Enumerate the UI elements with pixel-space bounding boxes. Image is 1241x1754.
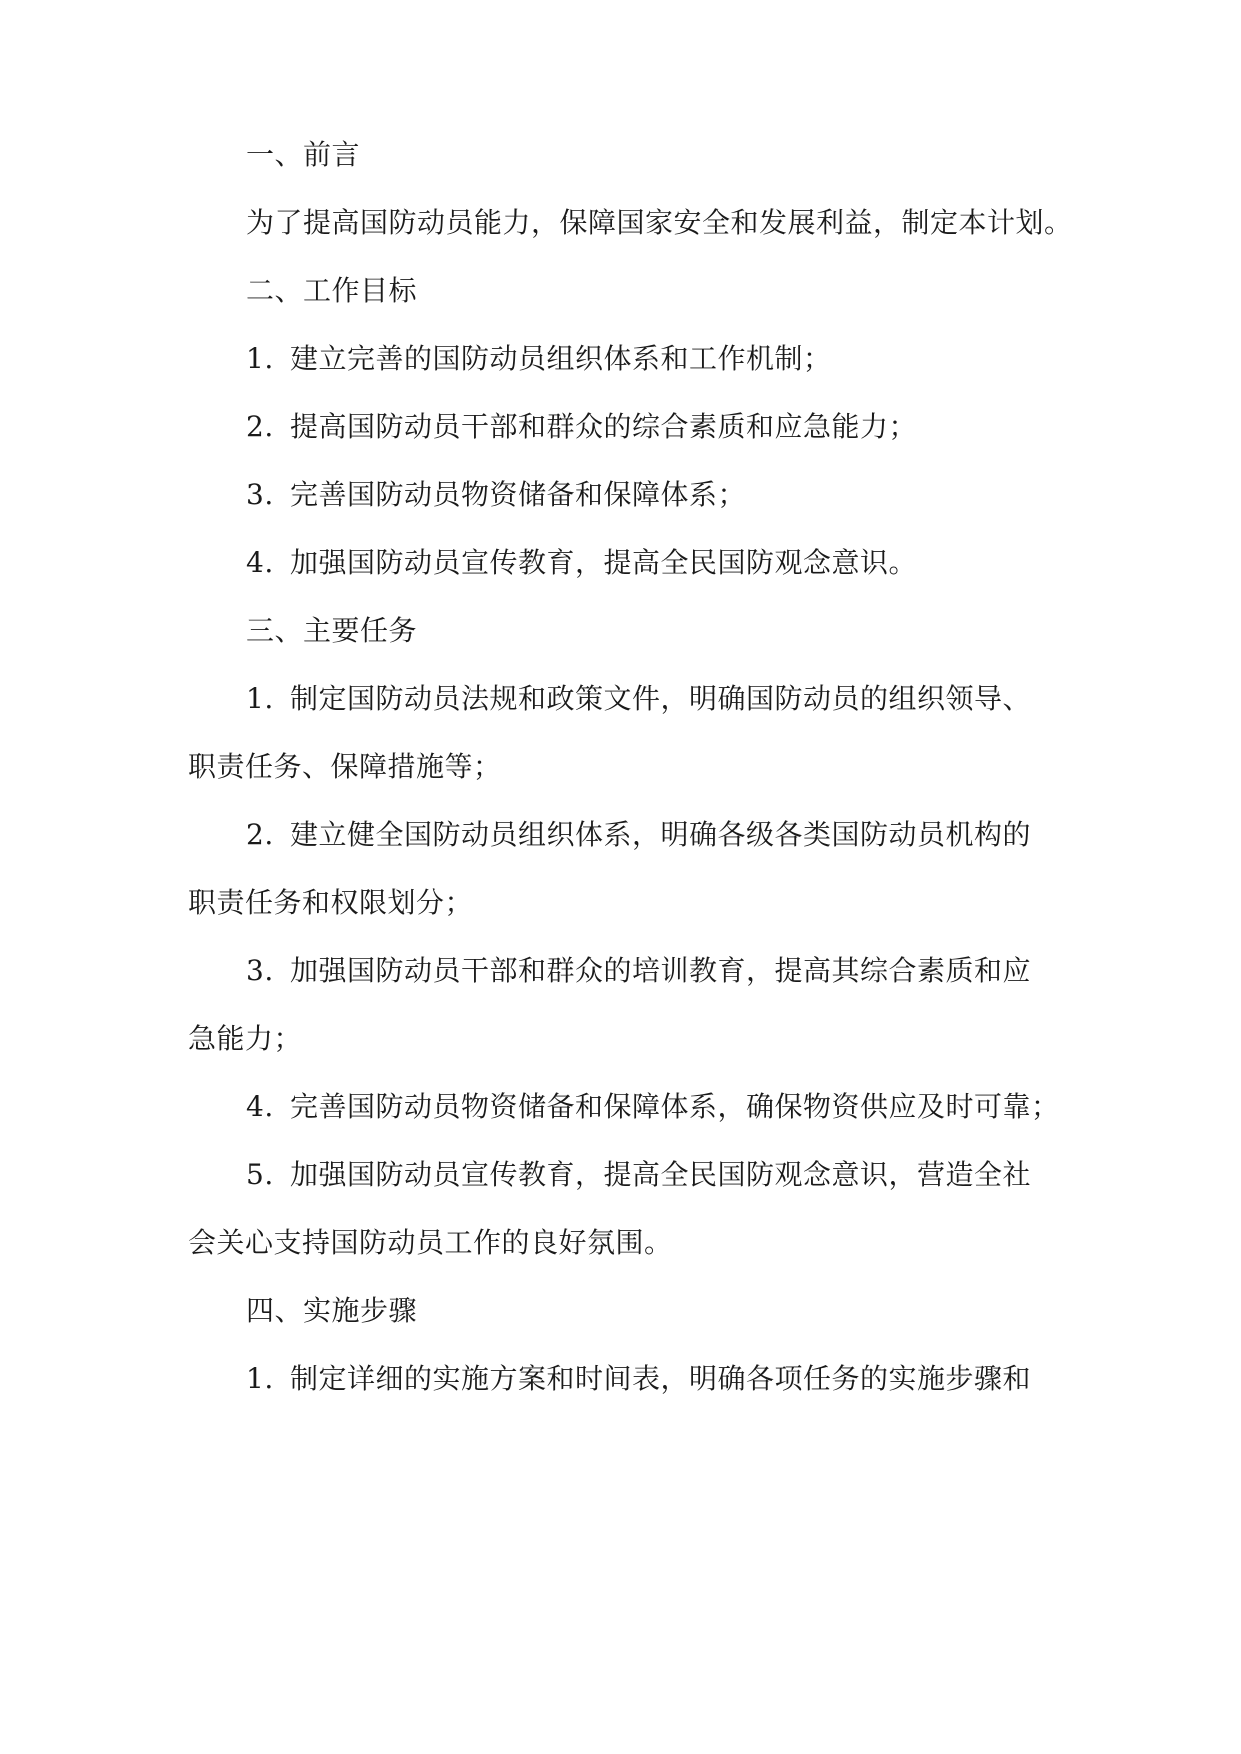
task-item-line2: 会关心支持国防动员工作的良好氛围。 [188, 1226, 673, 1259]
goal-number: 2. [246, 410, 274, 443]
preface-paragraph: 为了提高国防动员能力，保障国家安全和发展利益，制定本计划。 [246, 206, 1073, 239]
task-number: 3. [246, 954, 274, 987]
step-text: 制定详细的实施方案和时间表，明确各项任务的实施步骤和 [290, 1362, 1032, 1395]
section-heading-tasks: 三、主要任务 [246, 614, 418, 647]
task-item-line2: 急能力； [188, 1022, 303, 1055]
task-item-line1 [246, 679, 1068, 719]
task-text: 制定国防动员法规和政策文件，明确国防动员的组织领导、 [290, 682, 1032, 715]
goal-number: 1. [246, 342, 274, 375]
task-item-line1 [246, 1155, 1068, 1195]
goal-text: 加强国防动员宣传教育，提高全民国防观念意识。 [290, 546, 918, 579]
task-item-line1 [246, 951, 1068, 991]
step-item-line1 [246, 1359, 1068, 1399]
task-text: 完善国防动员物资储备和保障体系，确保物资供应及时可靠； [290, 1090, 1060, 1123]
task-item-line1 [246, 815, 1068, 855]
goal-item [246, 475, 1068, 515]
goal-text: 提高国防动员干部和群众的综合素质和应急能力； [290, 410, 918, 443]
task-number: 1. [246, 682, 274, 715]
section-heading-steps: 四、实施步骤 [246, 1294, 418, 1327]
task-text: 加强国防动员宣传教育，提高全民国防观念意识，营造全社 [290, 1158, 1032, 1191]
goal-text: 建立完善的国防动员组织体系和工作机制； [290, 342, 832, 375]
task-text: 建立健全国防动员组织体系，明确各级各类国防动员机构的 [290, 818, 1032, 851]
goal-number: 4. [246, 546, 274, 579]
task-number: 2. [246, 818, 274, 851]
task-item-line1 [246, 1087, 1068, 1127]
goal-item [246, 543, 1068, 583]
task-number: 4. [246, 1090, 274, 1123]
goal-item [246, 339, 1068, 379]
section-heading-goals: 二、工作目标 [246, 274, 418, 307]
task-number: 5. [246, 1158, 274, 1191]
task-item-line2: 职责任务、保障措施等； [188, 750, 502, 783]
task-item-line2: 职责任务和权限划分； [188, 886, 474, 919]
section-heading-preface: 一、前言 [246, 138, 361, 171]
goal-item [246, 407, 1068, 447]
goal-number: 3. [246, 478, 274, 511]
task-text: 加强国防动员干部和群众的培训教育，提高其综合素质和应 [290, 954, 1032, 987]
goal-text: 完善国防动员物资储备和保障体系； [290, 478, 747, 511]
step-number: 1. [246, 1362, 274, 1395]
